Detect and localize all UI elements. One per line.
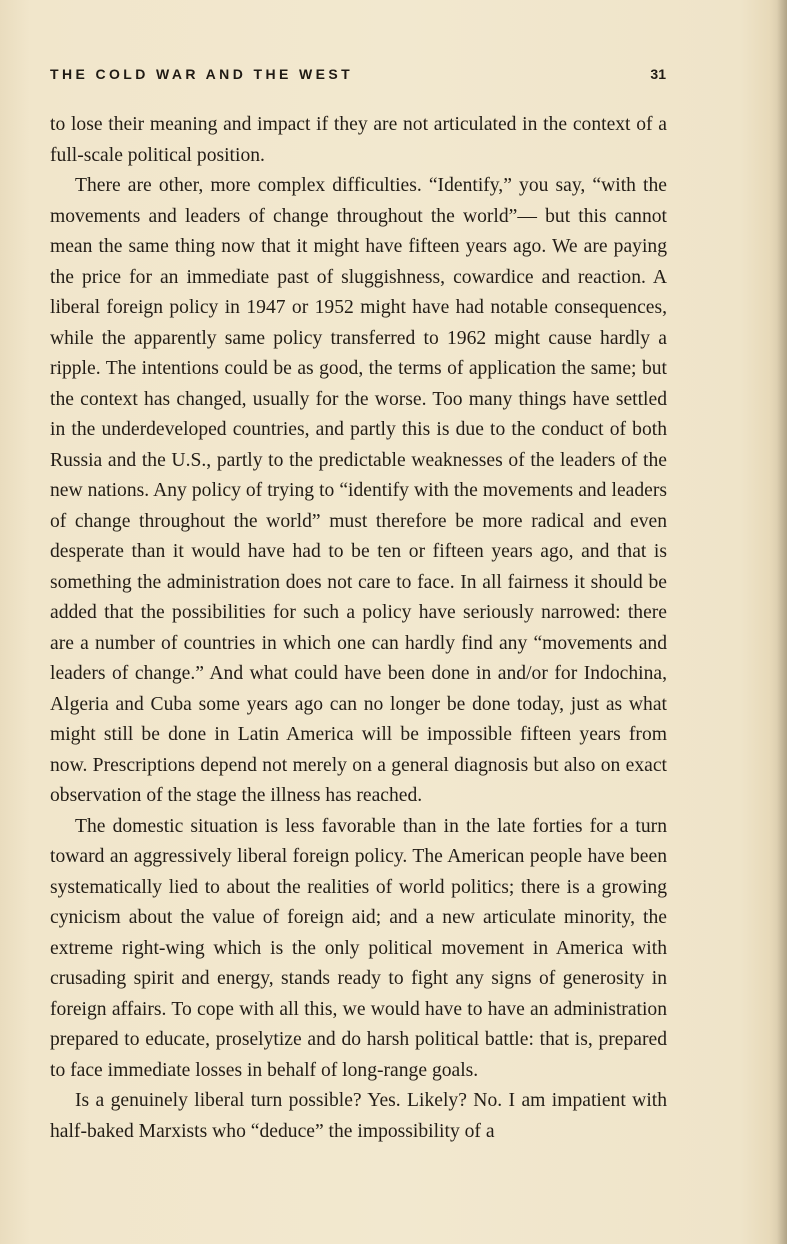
running-head-title: THE COLD WAR AND THE WEST bbox=[50, 66, 354, 82]
paragraph-continuation: to lose their meaning and impact if they are not articulated in the context of a full-scale political position. bbox=[50, 114, 667, 166]
running-head bbox=[50, 66, 666, 88]
paragraph-domestic-situation: The domestic situation is less favorable than in the late forties for a turn toward an aggressively liberal foreign policy. The American people have been systematically lied to about the realities of world politics; there is a growing cynicism about the value of foreign aid; and a new articulate minority, the extreme right-wing which is the only political movement in America with crusading spirit and energy, stands ready to fight any signs of generosity in foreign affairs. To cope with all this, we would have to have an administration prepared to educate, proselytize and do harsh political battle: that is, prepared to face immediate losses in behalf of long-range goals. bbox=[50, 815, 667, 1081]
body-text bbox=[50, 110, 667, 1147]
paragraph-difficulties: There are other, more complex difficulties. “Identify,” you say, “with the movements and leaders of change throughout the world”— but this cannot mean the same thing now that it might have fifteen years ago. We are paying the price for an immediate past of sluggishness, cowardice and reaction. A liberal foreign policy in 1947 or 1952 might have had notable consequences, while the apparently same policy transferred to 1962 might cause hardly a ripple. The intentions could be as good, the terms of application the same; but the context has changed, usually for the worse. Too many things have settled in the underdeveloped countries, and partly this is due to the conduct of both Russia and the U.S., partly to the predictable weaknesses of the leaders of the new nations. Any policy of trying to “identify with the movements and leaders of change throughout the world” must therefore be more radical and even desperate than it would have had to be ten or fifteen years ago, and that is something the administration does not care to face. In all fairness it should be added that the possibilities for such a policy have seriously narrowed: there are a number of countries in which one can hardly find any “movements and leaders of change.” And what could have been done in and/or for Indochina, Algeria and Cuba some years ago can no longer be done today, just as what might still be done in Latin America will be impossible fifteen years from now. Prescriptions depend not merely on a general diagnosis but also on exact observation of the stage the illness has reached. bbox=[50, 175, 667, 806]
paragraph-liberal-turn: Is a genuinely liberal turn possible? Yes. Likely? No. I am impatient with half-baked Marxists who “deduce” the impossibility of a bbox=[50, 1090, 667, 1142]
page-number: 31 bbox=[650, 66, 666, 82]
page-binding-shadow bbox=[777, 0, 787, 1244]
